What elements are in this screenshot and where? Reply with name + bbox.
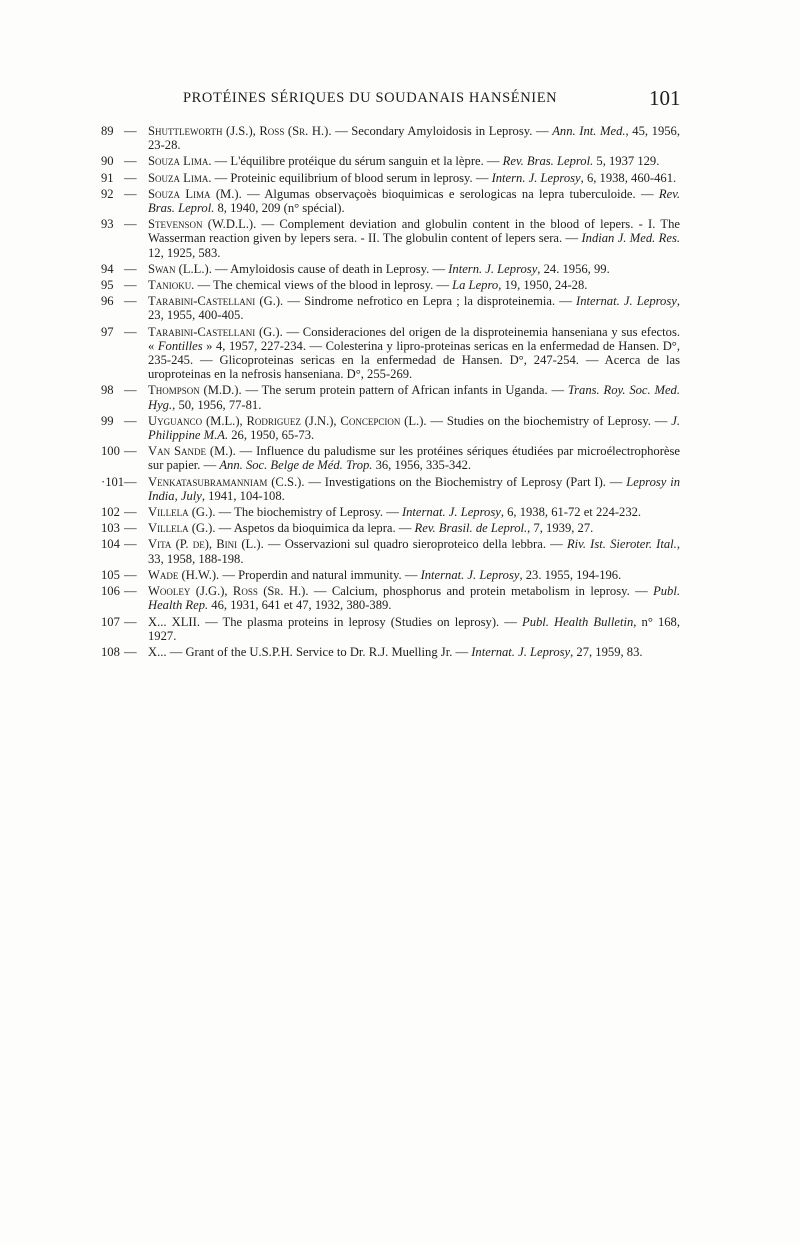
reference-text — [148, 568, 621, 582]
reference-title: — Properdin and natural immunity. — — [219, 567, 421, 582]
reference-text — [148, 383, 680, 411]
reference-title: — Aspetos da bioquimica da lepra. — — [215, 521, 415, 536]
reference-text — [148, 262, 610, 276]
reference-number: 94 — [101, 261, 114, 276]
reference-authors: Tarabini-Castellani (G.). — [148, 324, 283, 339]
reference-title: — Calcium, phosphorus and protein metabolism in leprosy. — — [308, 584, 654, 599]
reference-source: Internat. J. Leprosy — [420, 567, 520, 582]
reference-dash: — — [124, 124, 137, 138]
reference-entry — [0, 278, 680, 292]
reference-entry — [0, 325, 680, 382]
reference-dash: — — [124, 261, 137, 276]
reference-entry — [0, 414, 680, 442]
reference-entry — [0, 217, 680, 260]
reference-title: — Algumas observaçoès bioquimicas e serologicas na lepra tuberculoide. — — [241, 186, 659, 201]
reference-authors: Venkatasubramanniam (C.S.). — [148, 474, 305, 489]
reference-number: 107 — [101, 614, 120, 629]
reference-number: 93 — [101, 217, 114, 232]
reference-source: Internat. J. Leprosy — [576, 294, 677, 309]
reference-authors: Uyguanco (M.L.), Rodriguez (J.N.), Concepcion (L.). — [148, 413, 427, 428]
reference-entry — [0, 294, 680, 322]
reference-dash: — — [124, 217, 137, 232]
reference-title: — Influence du paludisme sur les protéines sériques étudiées par microélectrophorèse sur papier. — — [148, 444, 680, 473]
reference-entry — [0, 537, 680, 565]
reference-authors: Tanioku. — [148, 278, 195, 293]
reference-title: — The biochemistry of Leprosy. — — [215, 505, 402, 520]
reference-text — [148, 171, 676, 185]
reference-source: Riv. Ist. Sieroter. Ital. — [566, 537, 677, 552]
reference-text — [148, 521, 593, 535]
reference-source: J. Philippine M.A. — [148, 413, 680, 443]
reference-number: 96 — [101, 294, 114, 309]
reference-number: ·101 — [101, 474, 125, 489]
reference-text — [148, 537, 680, 565]
reference-details: , 27, 1959, 83. — [570, 644, 643, 659]
reference-dash: — — [124, 324, 137, 339]
reference-source: Intern. J. Leprosy — [448, 261, 538, 276]
reference-details: , 45, 1956, 23-28. — [148, 124, 680, 153]
reference-number: 106 — [101, 584, 120, 599]
reference-source: Internat. J. Leprosy — [471, 644, 571, 659]
reference-source: Ann. Soc. Belge de Méd. Trop. — [219, 458, 373, 473]
reference-details: 36, 1956, 335-342. — [372, 458, 472, 473]
reference-title: — Grant of the U.S.P.H. Service to Dr. R.J. Muelling Jr. — — [166, 644, 472, 659]
reference-authors: Shuttleworth (J.S.), Ross (Sr. H.). — [148, 124, 332, 138]
reference-entry — [0, 171, 680, 185]
reference-text — [148, 584, 680, 612]
reference-dash: — — [124, 644, 137, 659]
reference-details: , 33, 1958, 188-198. — [148, 537, 680, 566]
reference-entry — [0, 187, 680, 215]
reference-number: 104 — [101, 537, 120, 552]
reference-details: , 24. 1956, 99. — [537, 261, 610, 276]
reference-number: 89 — [101, 124, 114, 138]
reference-entry — [0, 521, 680, 535]
reference-dash: — — [124, 505, 137, 520]
reference-details: 46, 1931, 641 et 47, 1932, 380-389. — [208, 598, 392, 613]
reference-text — [148, 615, 680, 643]
reference-dash: — — [124, 567, 137, 582]
page-title: PROTÉINES SÉRIQUES DU SOUDANAIS HANSÉNIEN — [183, 90, 558, 106]
reference-source: Fontilles — [157, 338, 203, 353]
reference-authors: Villela (G.). — [148, 505, 216, 520]
reference-authors: Van Sande (M.). — [148, 444, 236, 459]
reference-text — [148, 154, 659, 168]
reference-text — [148, 124, 680, 152]
reference-source: Ann. Int. Med. — [552, 124, 626, 138]
reference-authors: Souza Lima (M.). — [148, 186, 242, 201]
reference-number: 100 — [101, 444, 120, 459]
reference-number: 102 — [101, 505, 120, 520]
reference-entry — [0, 383, 680, 411]
reference-text — [148, 294, 680, 322]
reference-text — [148, 217, 680, 259]
reference-title: — The serum protein pattern of African infants in Uganda. — — [241, 383, 568, 398]
reference-details: , 7, 1939, 27. — [527, 521, 594, 536]
reference-dash: — — [124, 383, 137, 398]
reference-authors: Villela (G.). — [148, 521, 216, 536]
reference-text — [148, 187, 680, 215]
reference-authors: Tarabini-Castellani (G.). — [148, 294, 284, 309]
reference-source: Rev. Bras. Leprol. — [148, 186, 680, 216]
reference-title: — Studies on the biochemistry of Leprosy. — — [426, 413, 672, 428]
reference-dash: — — [124, 170, 137, 185]
reference-entry — [0, 505, 680, 519]
reference-dash: — — [124, 278, 137, 293]
reference-source: Intern. J. Leprosy — [491, 170, 581, 185]
reference-details: 12, 1925, 583. — [148, 245, 221, 260]
reference-number: 90 — [101, 154, 114, 169]
reference-entry — [0, 615, 680, 643]
reference-details: 5, 1937 129. — [593, 154, 660, 169]
reference-text — [148, 505, 641, 519]
reference-authors: X... XLII. — [148, 614, 200, 629]
reference-entry — [0, 584, 680, 612]
reference-title: — Consideraciones del origen de la disproteinemia hanseniana y sus efectos. « — [148, 324, 680, 353]
reference-text — [148, 444, 680, 472]
reference-authors: Souza Lima. — [148, 154, 212, 169]
reference-dash: — — [124, 444, 137, 459]
reference-entry — [0, 262, 680, 276]
reference-source: Rev. Bras. Leprol. — [502, 154, 594, 169]
reference-dash: — — [124, 614, 137, 629]
reference-details: , n° 168, 1927. — [148, 614, 680, 643]
reference-entry — [0, 154, 680, 168]
reference-details: , 23, 1955, 400-405. — [148, 294, 680, 323]
page-number: 101 — [649, 86, 681, 110]
reference-text — [148, 414, 680, 442]
reference-text — [148, 278, 587, 292]
reference-number: 95 — [101, 278, 114, 293]
reference-authors: Vita (P. de), Bini (L.). — [148, 537, 264, 552]
reference-authors: Stevenson (W.D.L.). — [148, 217, 257, 232]
reference-source: Indian J. Med. Res. — [581, 231, 681, 246]
reference-details: , 6, 1938, 61-72 et 224-232. — [500, 505, 642, 520]
reference-entry — [0, 475, 680, 503]
reference-authors: Swan (L.L.). — [148, 261, 212, 276]
reference-title: — Sindrome nefrotico en Lepra ; la disproteinemia. — — [283, 294, 576, 309]
reference-source: Trans. Roy. Soc. Med. Hyg. — [148, 383, 680, 412]
reference-title: — Osservazioni sul quadro sieroproteico della lebbra. — — [263, 537, 567, 552]
reference-text — [148, 325, 680, 382]
reference-title: — Complement deviation and globulin content in the blood of lepers. - I. The Wasserman reaction given by lepers sera. - II. The globulin content of lepers sera. — — [148, 217, 681, 246]
reference-details: , 1941, 104-108. — [201, 488, 285, 503]
reference-title: — The chemical views of the blood in leprosy. — — [194, 278, 453, 293]
reference-source: Publ. Health Bulletin — [522, 614, 634, 629]
reference-title: — Proteinic equilibrium of blood serum in leprosy. — — [211, 170, 492, 185]
reference-number: 98 — [101, 383, 114, 398]
reference-details: , 23. 1955, 194-196. — [519, 567, 622, 582]
reference-entry — [0, 124, 680, 152]
reference-details: » 4, 1957, 227-234. — Colesterina y lipro-proteinas sericas en la enfermedad de Hansen. D°, 235-245. — Glicoproteinas sericas en la enfermedad de Hansen. D°, 247-254. — Acerca de las uroproteinas en la nefrosis hanseniana. D°, 255-269. — [148, 338, 680, 382]
reference-authors: Wade (H.W.). — [148, 567, 220, 582]
running-head — [183, 88, 683, 112]
reference-source: Rev. Brasil. de Leprol. — [414, 521, 528, 536]
reference-dash: — — [124, 537, 137, 552]
reference-source: Internat. J. Leprosy — [401, 505, 501, 520]
reference-details: , 19, 1950, 24-28. — [498, 278, 588, 293]
reference-number: 99 — [101, 413, 114, 428]
reference-authors: Souza Lima. — [148, 170, 212, 185]
reference-authors: Thompson (M.D.). — [148, 383, 242, 398]
reference-title: — Investigations on the Biochemistry of Leprosy (Part I). — — [304, 474, 627, 489]
reference-details: 8, 1940, 209 (n° spécial). — [214, 201, 345, 216]
reference-number: 103 — [101, 521, 120, 536]
reference-list — [0, 124, 800, 661]
reference-authors: Wooley (J.G.), Ross (Sr. H.). — [148, 584, 309, 599]
reference-dash: — — [124, 474, 137, 489]
reference-title: — L'équilibre protéique du sérum sanguin et la lèpre. — — [211, 154, 503, 169]
reference-source: Publ. Health Rep. — [148, 584, 680, 613]
reference-dash: — — [124, 584, 137, 599]
reference-source: La Lepro — [452, 278, 499, 293]
reference-details: 26, 1950, 65-73. — [228, 428, 315, 443]
reference-dash: — — [124, 521, 137, 536]
reference-entry — [0, 568, 680, 582]
reference-entry — [0, 645, 680, 659]
reference-number: 91 — [101, 170, 114, 185]
reference-text — [148, 475, 680, 503]
reference-source: Leprosy in India, July — [148, 474, 681, 503]
reference-details: , 50, 1956, 77-81. — [172, 397, 262, 412]
reference-title: — The plasma proteins in leprosy (Studies on leprosy). — — [199, 614, 522, 629]
reference-title: — Secondary Amyloidosis in Leprosy. — — [331, 124, 553, 138]
reference-dash: — — [124, 294, 137, 309]
reference-number: 108 — [101, 644, 120, 659]
reference-entry — [0, 444, 680, 472]
reference-dash: — — [124, 186, 137, 201]
reference-dash: — — [124, 154, 137, 169]
reference-details: , 6, 1938, 460-461. — [580, 170, 677, 185]
reference-number: 105 — [101, 567, 120, 582]
reference-number: 92 — [101, 186, 114, 201]
reference-title: — Amyloidosis cause of death in Leprosy. — — [211, 261, 449, 276]
reference-dash: — — [124, 413, 137, 428]
reference-text — [148, 645, 643, 659]
reference-number: 97 — [101, 324, 114, 339]
reference-authors: X... — [148, 644, 167, 659]
